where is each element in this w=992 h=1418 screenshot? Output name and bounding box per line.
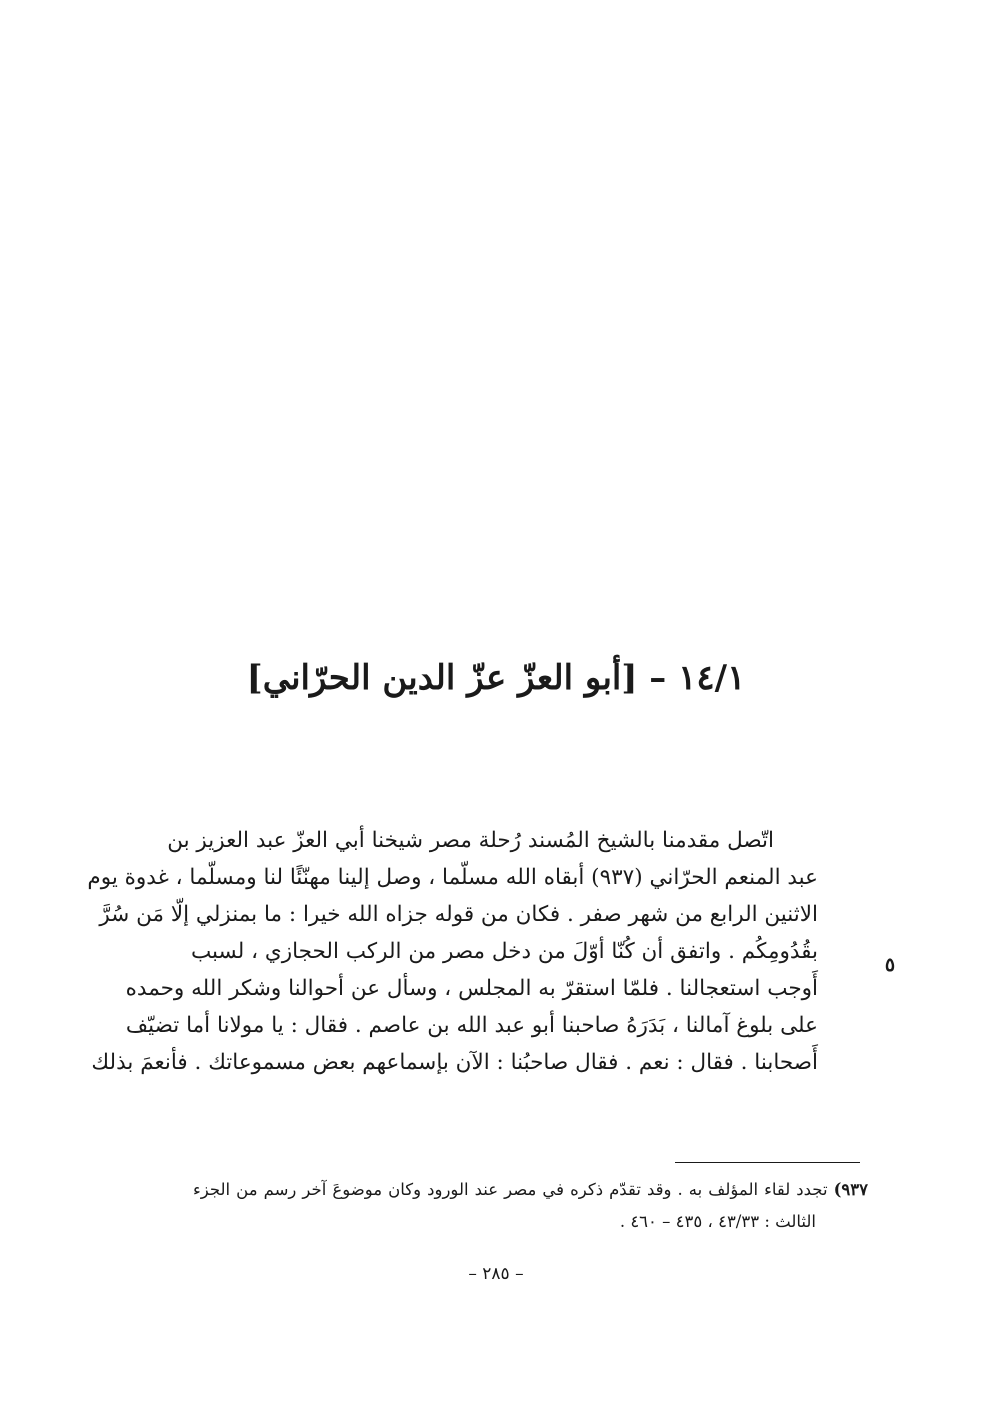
body-line: أَصحابنا . فقال : نعم . فقال صاحبُنا : الآن بإسماعهم بعض مسموعاتك . فأنعمَ بذلك [91,1050,818,1075]
body-line: الاثنين الرابع من شهر صفر . فكان من قوله جزاه الله خيرا : ما بمنزلي إلّا مَن سُرَّ [99,902,818,927]
footnote-line: الثالث : ٤٣/٣٣ ، ٤٣٥ – ٤٦٠ . [619,1212,816,1231]
body-text [87,822,818,1081]
footnote-line [193,1174,868,1206]
body-line: على بلوغ آمالنا ، بَدَرَهُ صاحبنا أبو عبد الله بن عاصم . فقال : يا مولانا أما تضيّف [125,1013,818,1038]
footnote-divider [675,1162,860,1163]
line-number-marker: ٥ [884,954,896,976]
footnotes [193,1174,868,1238]
body-line: أَوجب استعجالنا . فلمّا استقرّ به المجلس ، وسأل عن أحوالنا وشكر الله وحمده [125,976,818,1001]
body-line: اتّصل مقدمنا بالشيخ المُسند رُحلة مصر شيخنا أبي العزّ عبد العزيز بن [167,828,774,853]
body-line: عبد المنعم الحرّاني (٩٣٧) أبقاه الله مسلّما ، وصل إلينا مهنّئًا لنا ومسلّما ، غدوة يوم [87,865,818,890]
body-line: بقُدُومِكُم . واتفق أن كُنّا أوّلَ من دخل مصر من الركب الحجازي ، لسبب [190,939,818,964]
page-number: – ٢٨٥ – [468,1264,524,1284]
footnote-text: تجدد لقاء المؤلف به . وقد تقدّم ذكره في مصر عند الورود وكان موضوعَ آخر رسم من الجزء [193,1180,828,1199]
footnote-number: ٩٣٧) [833,1180,868,1199]
section-heading: ١٤/١ – [أبو العزّ عزّ الدين الحرّاني] [246,658,746,698]
